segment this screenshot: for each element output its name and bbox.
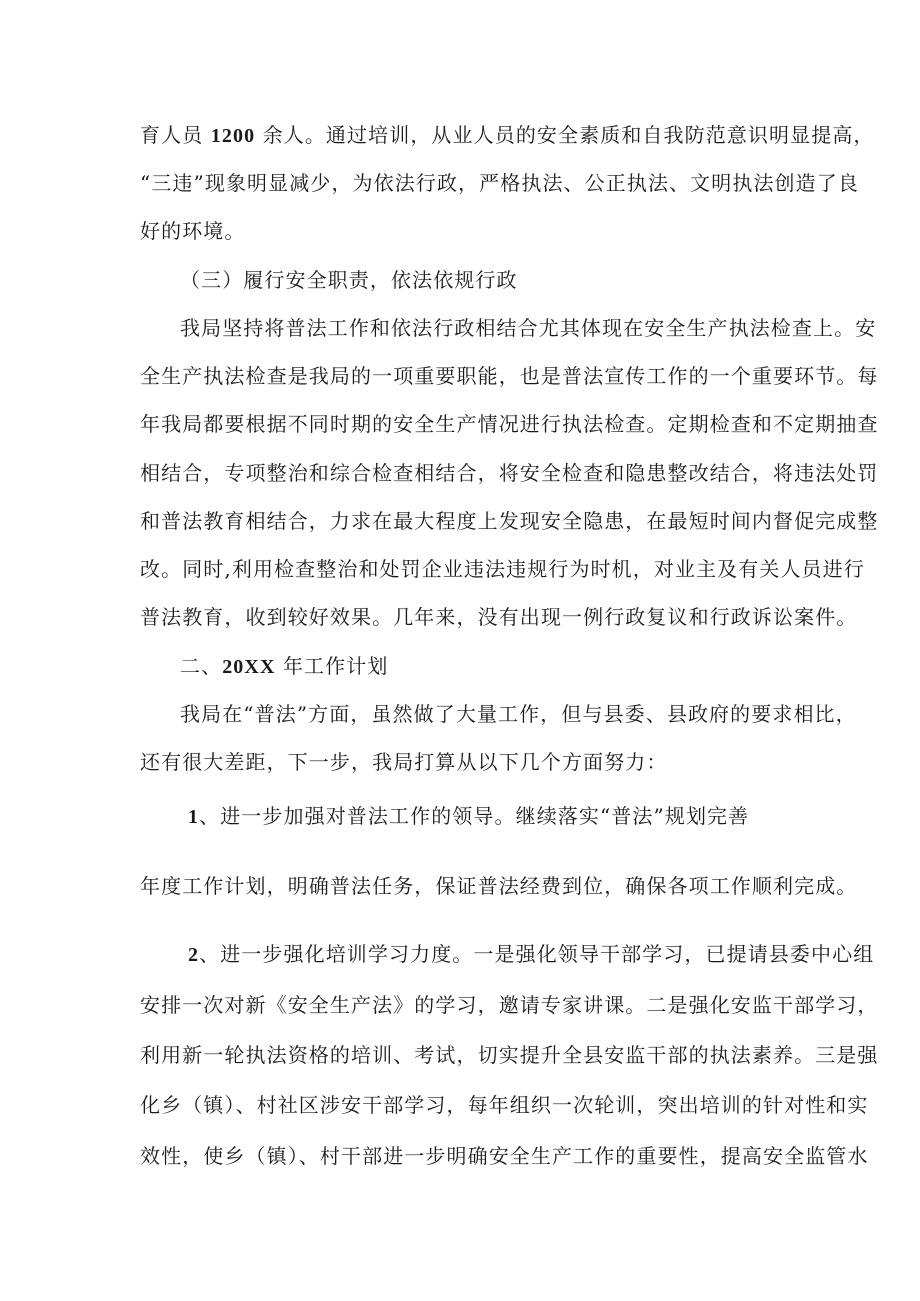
- text-line: 年我局都要根据不同时期的安全生产情况进行执法检查。定期检查和不定期抽查: [140, 412, 879, 436]
- text-line: 效性，使乡（镇）、村干部进一步明确安全生产工作的重要性，提高安全监管水: [140, 1144, 869, 1168]
- text-line: 普法教育，收到较好效果。几年来，没有出现一例行政复议和行政诉讼案件。: [140, 605, 858, 629]
- text-line: 年度工作计划，明确普法任务，保证普法经费到位，确保各项工作顺利完成。: [140, 874, 858, 898]
- text-line: 还有很大差距，下一步，我局打算从以下几个方面努力：: [140, 750, 668, 774]
- text-line: 利用新一轮执法资格的培训、考试，切实提升全县安监干部的执法素养。三是强: [140, 1043, 879, 1067]
- text-line: 相结合，专项整治和综合检查相结合，将安全检查和隐患整改结合，将违法处罚: [140, 461, 879, 485]
- text-line: 安排一次对新《安全生产法》的学习，邀请专家讲课。二是强化安监干部学习，: [140, 993, 879, 1017]
- text-line: 全生产执法检查是我局的一项重要职能，也是普法宣传工作的一个重要环节。每: [140, 364, 879, 388]
- section-heading: [180, 654, 388, 679]
- text-segment: 余人。通过培训，从业人员的安全素质和自我防范意识明显提高，: [255, 123, 875, 147]
- text-line: [140, 123, 875, 148]
- text-segment: 、进一步强化培训学习力度。一是强化领导干部学习，已提请县委中心组: [199, 942, 875, 966]
- text-line: 改。同时,利用检查整治和处罚企业违法违规行为时机，对业主及有关人员进行: [140, 557, 865, 581]
- text-line: 和普法教育相结合，力求在最大程度上发现安全隐患，在最短时间内督促完成整: [140, 509, 879, 533]
- number-bold: 1200: [210, 125, 256, 147]
- text-line: “三违”现象明显减少，为依法行政，严格执法、公正执法、文明执法创造了良: [140, 171, 859, 195]
- list-item-1: [188, 804, 749, 829]
- text-line: 我局坚持将普法工作和依法行政相结合尤其体现在安全生产执法检查上。安: [180, 316, 877, 340]
- list-item-2: [188, 942, 874, 967]
- list-number: 1: [188, 806, 200, 828]
- section-heading: （三）履行安全职责，依法依规行政: [180, 268, 518, 292]
- text-line: 我局在“普法”方面，虽然做了大量工作，但与县委、县政府的要求相比，: [180, 702, 857, 726]
- text-segment: 二、: [180, 654, 223, 678]
- year-bold: 20XX: [222, 656, 276, 678]
- text-segment: 年工作计划: [275, 654, 389, 678]
- text-line: 好的环境。: [140, 219, 246, 243]
- text-line: 化乡（镇）、村社区涉安干部学习，每年组织一次轮训，突出培训的针对性和实: [140, 1093, 869, 1117]
- text-segment: 、进一步加强对普法工作的领导。继续落实“普法”规划完善: [199, 804, 750, 828]
- list-number: 2: [188, 944, 200, 966]
- text-segment: 育人员: [140, 123, 211, 147]
